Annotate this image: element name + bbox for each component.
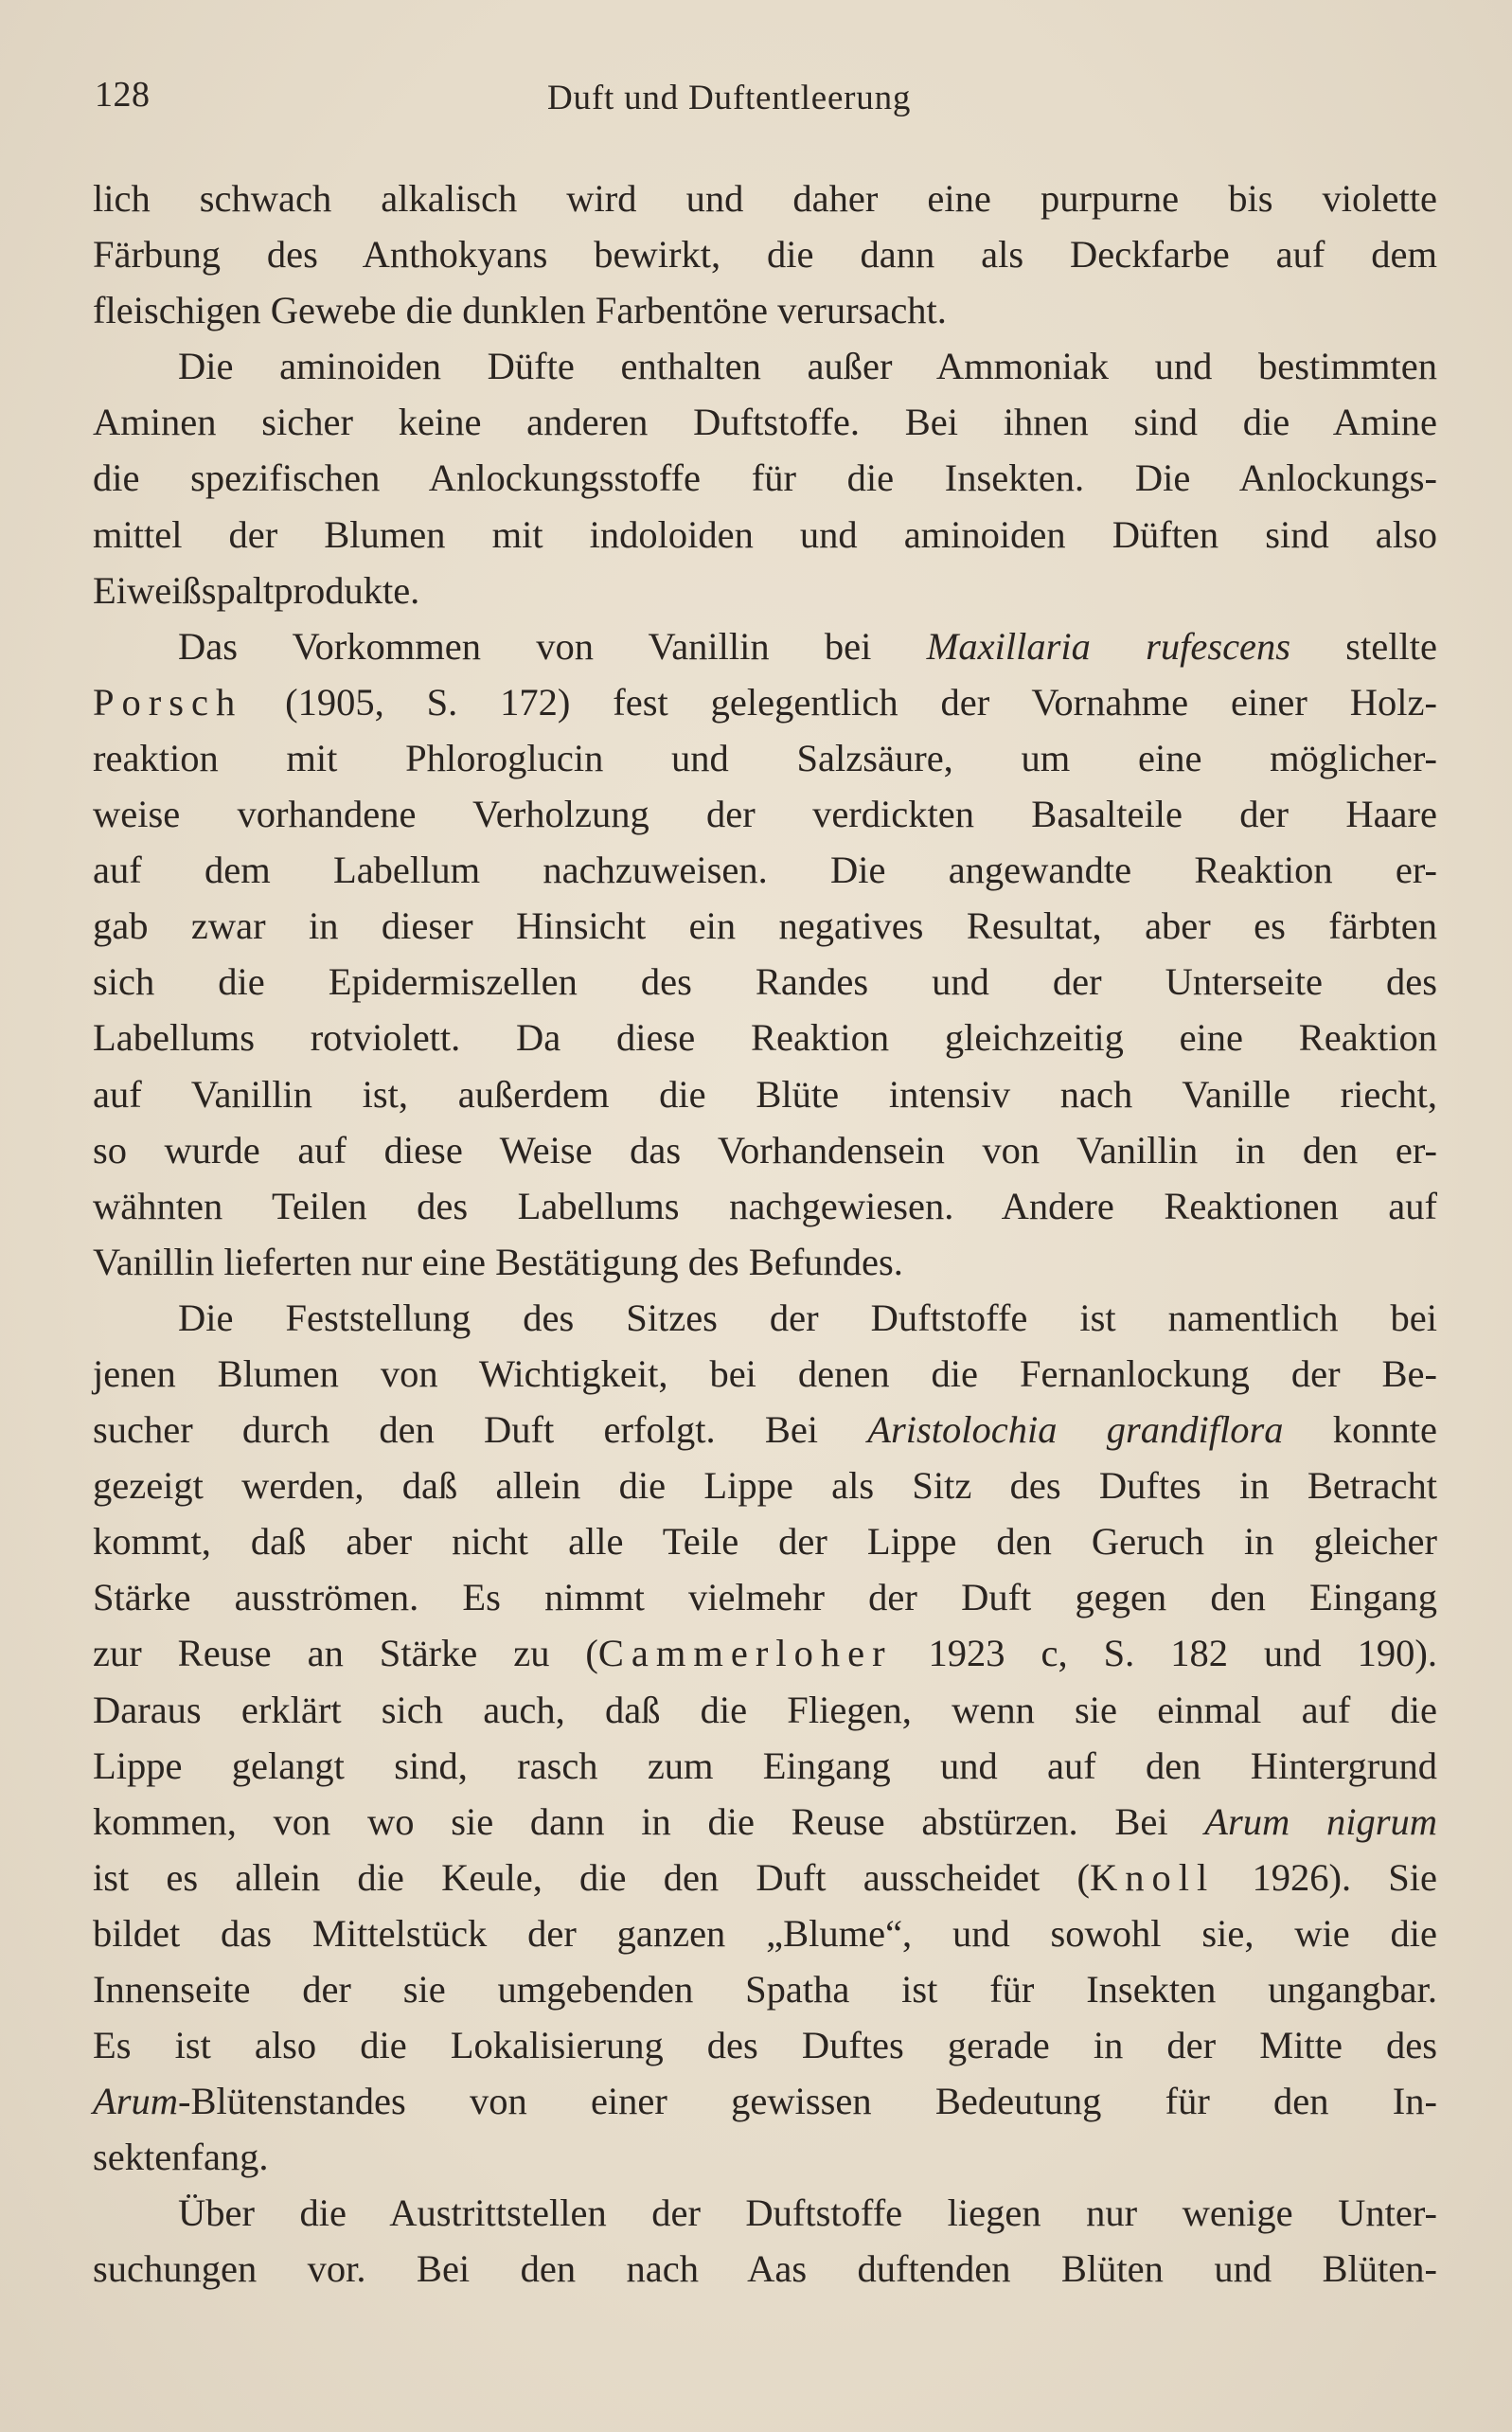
text-line [93, 394, 1437, 450]
body-text [93, 170, 1437, 2298]
text-run: suchungen vor. Bei den nach Aas duftenden Blüten und Blüten- [93, 2247, 1437, 2291]
text-run: kommt, daß aber nicht alle Teile der Lippe den Geruch in gleicher [93, 1520, 1437, 1564]
text-run: Vanillin lieferten nur eine Bestätigung des Befundes. [93, 1240, 903, 1283]
text-run: stellte [1290, 624, 1437, 668]
text-line [93, 1122, 1437, 1178]
text-line [93, 2241, 1437, 2297]
text-line [93, 226, 1437, 282]
text-run: Labellums rotviolett. Da diese Reaktion gleichzeitig eine Reaktion [93, 1016, 1437, 1060]
text-line [93, 1569, 1437, 1625]
text-line [93, 450, 1437, 506]
text-line [93, 338, 1437, 394]
text-run: sich die Epidermiszellen des Randes und der Unterseite des [93, 960, 1437, 1004]
text-line [93, 1010, 1437, 1065]
text-run: lich schwach alkalisch wird und daher eine purpurne bis violette [93, 177, 1437, 220]
text-run: Die Feststellung des Sitzes der Duftstoffe ist namentlich bei [178, 1296, 1437, 1339]
text-run: Innenseite der sie umgebenden Spatha ist für Insekten ungangbar. [93, 1968, 1437, 2011]
text-run: Stärke ausströmen. Es nimmt vielmehr der Duft gegen den Eingang [93, 1576, 1437, 1619]
text-run: weise vorhandene Verholzung der verdickten Basalteile der Haare [93, 793, 1437, 836]
text-line [93, 2129, 1437, 2185]
text-run: sektenfang. [93, 2136, 269, 2179]
text-line [93, 1905, 1437, 1961]
book-page [93, 68, 1437, 2298]
text-line [93, 1850, 1437, 1905]
text-line [93, 842, 1437, 898]
author-name: Knoll [1090, 1855, 1216, 1899]
text-run: Eiweißspaltprodukte. [93, 568, 420, 612]
text-run: Färbung des Anthokyans bewirkt, die dann als Deckfarbe auf dem [93, 233, 1437, 277]
text-run: -Blütenstandes von einer gewissen Bedeutung für den In- [178, 2080, 1437, 2123]
text-line [93, 674, 1437, 730]
text-line [93, 2017, 1437, 2073]
text-line [93, 1457, 1437, 1513]
text-run: die spezifischen Anlockungsstoffe für die Insekten. Die Anlockungs- [93, 456, 1437, 500]
text-run: sucher durch den Duft erfolgt. Bei [93, 1408, 868, 1452]
text-run: zur Reuse an Stärke zu ( [93, 1632, 598, 1675]
text-run: 1926). Sie [1215, 1855, 1437, 1899]
text-run: Das Vorkommen von Vanillin bei [178, 624, 927, 668]
text-run: Über die Austrittstellen der Duftstoffe liegen nur wenige Unter- [178, 2191, 1437, 2235]
text-line [93, 1066, 1437, 1122]
text-line [93, 954, 1437, 1010]
text-run: Aminen sicher keine anderen Duftstoffe. Bei ihnen sind die Amine [93, 401, 1437, 444]
text-run: bildet das Mittelstück der ganzen „Blume“, und sowohl sie, wie die [93, 1911, 1437, 1955]
text-line [93, 1682, 1437, 1738]
text-run: mittel der Blumen mit indoloiden und aminoiden Düften sind also [93, 512, 1437, 556]
text-run: ist es allein die Keule, die den Duft ausscheidet ( [93, 1855, 1091, 1899]
text-line [93, 1794, 1437, 1850]
text-run: konnte [1283, 1408, 1437, 1452]
text-line [93, 170, 1437, 226]
text-run: reaktion mit Phloroglucin und Salzsäure, um eine möglicher- [93, 736, 1437, 779]
author-name: Cammerloher [597, 1632, 893, 1675]
text-run: gezeigt werden, daß allein die Lippe als Sitz des Duftes in Betracht [93, 1464, 1437, 1508]
text-line [93, 1738, 1437, 1794]
text-run: Lippe gelangt sind, rasch zum Eingang und auf den Hintergrund [93, 1744, 1437, 1787]
text-line [93, 898, 1437, 954]
italic-term: Arum nigrum [1204, 1799, 1437, 1843]
text-run: kommen, von wo sie dann in die Reuse abstürzen. Bei [93, 1799, 1205, 1843]
text-line [93, 507, 1437, 563]
text-run: Die aminoiden Düfte enthalten außer Ammoniak und bestimmten [178, 345, 1437, 388]
text-line [93, 1513, 1437, 1569]
text-line [93, 618, 1437, 674]
text-run: so wurde auf diese Weise das Vorhandensein von Vanillin in den er- [93, 1128, 1437, 1171]
text-line [93, 2185, 1437, 2241]
italic-term: Arum [93, 2080, 178, 2123]
text-line [93, 1625, 1437, 1681]
text-line [93, 1402, 1437, 1457]
text-run: Es ist also die Lokalisierung des Duftes gerade in der Mitte des [93, 2024, 1437, 2067]
text-run: auf Vanillin ist, außerdem die Blüte intensiv nach Vanille riecht, [93, 1072, 1437, 1116]
page-header [93, 68, 1437, 125]
text-run: gab zwar in dieser Hinsicht ein negatives Resultat, aber es färbten [93, 904, 1437, 948]
text-run: (1905, S. 172) fest gelegentlich der Vornahme einer Holz- [242, 680, 1437, 724]
text-line [93, 1346, 1437, 1402]
text-line [93, 563, 1437, 618]
italic-term: Aristolochia grandiflora [867, 1408, 1284, 1452]
text-line [93, 786, 1437, 842]
page-number: 128 [95, 75, 151, 115]
running-title: Duft und Duftentleerung [547, 79, 912, 117]
text-line [93, 1961, 1437, 2017]
text-run: auf dem Labellum nachzuweisen. Die angewandte Reaktion er- [93, 849, 1437, 892]
text-run: Daraus erklärt sich auch, daß die Fliegen, wenn sie einmal auf die [93, 1688, 1437, 1731]
text-line [93, 1178, 1437, 1234]
text-line [93, 282, 1437, 338]
author-name: Porsch [93, 680, 243, 724]
text-run: jenen Blumen von Wichtigkeit, bei denen die Fernanlockung der Be- [93, 1351, 1437, 1395]
text-run: fleischigen Gewebe die dunklen Farbentöne verursacht. [93, 289, 947, 332]
text-run: 1923 c, S. 182 und 190). [892, 1632, 1437, 1675]
text-run: wähnten Teilen des Labellums nachgewiesen. Andere Reaktionen auf [93, 1184, 1437, 1227]
italic-term: Maxillaria rufescens [926, 624, 1291, 668]
text-line [93, 730, 1437, 786]
text-line [93, 1290, 1437, 1346]
text-line [93, 1234, 1437, 1290]
text-line [93, 2073, 1437, 2129]
